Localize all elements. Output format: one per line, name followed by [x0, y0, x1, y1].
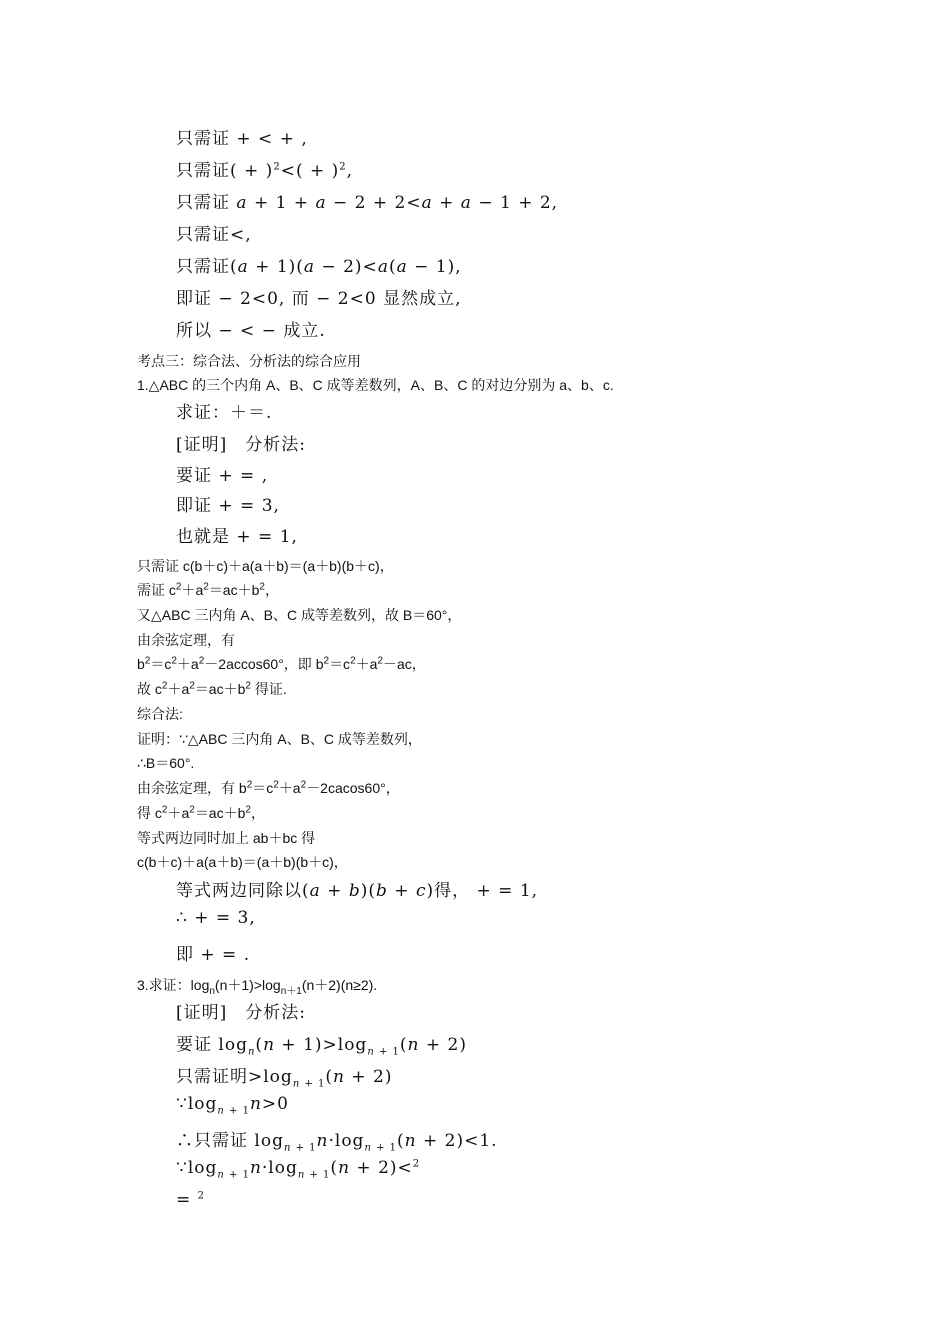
line-27: c(b＋c)＋a(a＋b)＝(a＋b)(b＋c)，: [137, 854, 348, 870]
line-22: 证明：∵△ABC 三内角 A、B、C 成等差数列，: [137, 731, 422, 747]
proof-label-3: [证明] 分析法:: [176, 1003, 306, 1023]
line-38: = $^2$: [176, 1190, 206, 1210]
line-25: 得 $c^2+a^2=ac+b^2$，: [137, 804, 265, 821]
line-29: ∴ + = 3,: [176, 908, 256, 928]
line-17: 又△ABC 三内角 A、B、C 成等差数列，故 B＝60°，: [137, 607, 462, 623]
line-14: 也就是 + = 1,: [176, 527, 298, 547]
section-heading: 考点三：综合法、分析法的综合应用: [137, 353, 361, 369]
line-20: 故 $c^2+a^2=ac+b^2$ 得证.: [137, 680, 287, 697]
line-28: 等式两边同除以(a + b)(b + c)得， + = 1,: [176, 881, 539, 901]
line-26: 等式两边同时加上 ab＋bc 得: [137, 830, 316, 846]
line-23: ∴B＝60°.: [137, 755, 195, 771]
line-10: 求证：＋＝.: [176, 403, 273, 423]
line-36: ∴只需证 $\log_{n + 1}n\cdot\log_{n + 1}(n + 2)<1$.: [176, 1131, 498, 1154]
line-3: 只需证 a + 1 + a − 2 + 2<a + a − 1 + 2,: [176, 193, 559, 213]
line-24: 由余弦定理，有 $b^2=c^2+a^2-2cacos60^\circ$，: [137, 779, 400, 796]
problem-3-statement: 3.求证：$\log_n(n+1)>\log_{n+1}(n+2)(n\ge 2)$.: [137, 977, 378, 997]
line-16: 需证 $c^2+a^2=ac+b^2$，: [137, 581, 279, 598]
line-19: $b^2=c^2+a^2-2accos60^\circ$，即 $b^2=c^2+a^2-ac$，: [137, 655, 426, 672]
line-1: 只需证 + < + ,: [176, 129, 308, 149]
line-15: 只需证 c(b＋c)＋a(a＋b)＝(a＋b)(b＋c)，: [137, 558, 394, 574]
proof-label-1: [证明] 分析法:: [176, 435, 306, 455]
line-2: 只需证( + )$^2<( + )^2$,: [176, 161, 354, 181]
line-21: 综合法:: [137, 706, 183, 722]
problem-1-statement: 1.△ABC 的三个内角 A、B、C 成等差数列，A、B、C 的对边分别为 a、b、c.: [137, 377, 614, 393]
line-30: 即 + = .: [176, 945, 251, 965]
line-35: $\because\log_{n + 1}n>0$: [176, 1094, 289, 1117]
line-18: 由余弦定理，有: [137, 632, 235, 648]
line-5: 只需证(a + 1)(a − 2)<a(a − 1),: [176, 257, 462, 277]
line-7: 所以 − < − 成立.: [176, 321, 326, 341]
line-37: $\because\log_{n + 1}n\cdot\log_{n + 1}(n + 2)<^2$: [176, 1158, 421, 1181]
line-34: 只需证明$>\log_{n + 1}(n + 2)$: [176, 1067, 393, 1090]
line-13: 即证 + = 3,: [176, 496, 280, 516]
line-33: 要证 $\log_n(n + 1)>\log_{n + 1}(n + 2)$: [176, 1035, 467, 1058]
line-12: 要证 + = ,: [176, 466, 269, 486]
line-6: 即证 − 2<0, 而 − 2<0 显然成立,: [176, 289, 462, 309]
line-4: 只需证<,: [176, 225, 252, 245]
